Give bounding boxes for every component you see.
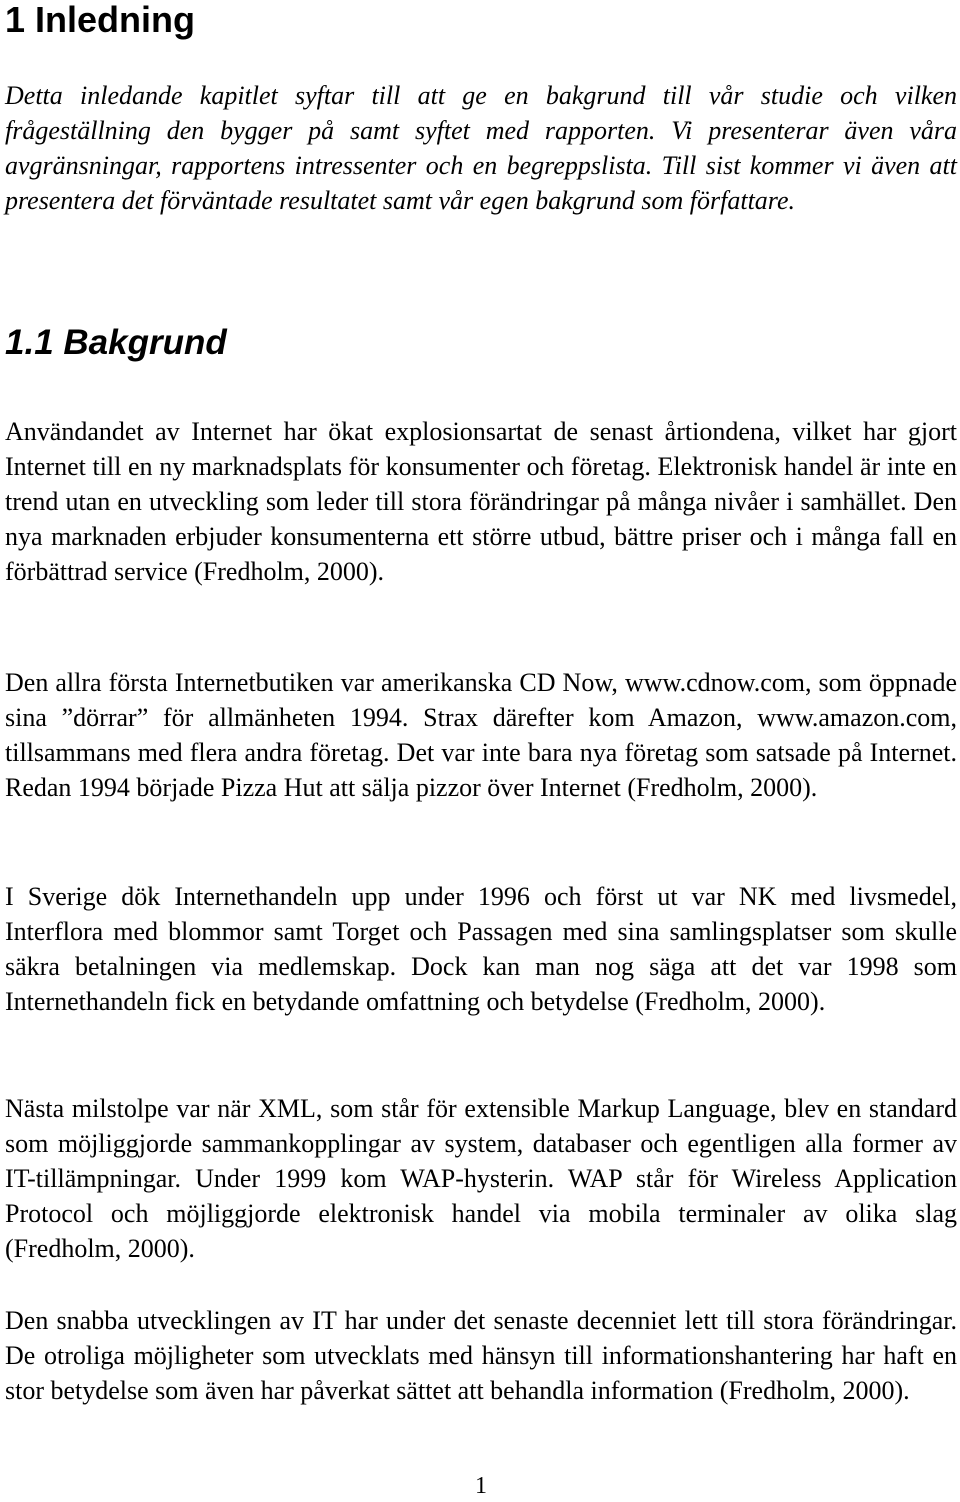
page-number: 1 — [475, 1473, 487, 1499]
paragraph: Nästa milstolpe var när XML, som står för extensible Markup Language, blev en standard som möjliggjorde sammankopplingar av system, databaser och egentligen alla former av IT-tillämpningar. Under 1999 kom WAP-hysterin. WAP står för Wireless Application Protocol och möjliggjorde elektronisk handel via mobila terminaler av olika slag (Fredholm, 2000). — [5, 1094, 957, 1263]
chapter-title: 1 Inledning — [5, 0, 196, 40]
section-title: 1.1 Bakgrund — [5, 323, 227, 362]
paragraph: I Sverige dök Internethandeln upp under 1996 och först ut var NK med livsmedel, Interflora med blommor samt Torget och Passagen med sina samlingsplatser som skulle säkra betalningen via medlemskap. Dock kan man nog säga att det var 1998 som Internethandeln fick en betydande omfattning och betydelse (Fredholm, 2000). — [5, 882, 957, 1016]
paragraph: Den snabba utvecklingen av IT har under det senaste decenniet lett till stora förändringar. De otroliga möjligheter som utvecklats med hänsyn till informationshantering har haft en stor betydelse som även har påverkat sättet att behandla information (Fredholm, 2000). — [5, 1306, 957, 1405]
chapter-intro: Detta inledande kapitlet syftar till att ge en bakgrund till vår studie och vilken frågeställning den bygger på samt syftet med rapporten. Vi presenterar även våra avgränsningar, rapportens intressenter och en begreppslista. Till sist kommer vi även att presentera det förväntade resultatet samt vår egen bakgrund som författare. — [5, 81, 957, 215]
paragraph: Den allra första Internetbutiken var amerikanska CD Now, www.cdnow.com, som öppnade sina ”dörrar” för allmänheten 1994. Strax därefter kom Amazon, www.amazon.com, tillsammans med flera andra företag. Det var inte bara nya företag som satsade på Internet. Redan 1994 började Pizza Hut att sälja pizzor över Internet (Fredholm, 2000). — [5, 668, 957, 802]
paragraph: Användandet av Internet har ökat explosionsartat de senast årtiondena, vilket har gjort Internet till en ny marknadsplats för konsumenter och företag. Elektronisk handel är inte en trend utan en utveckling som leder till stora förändringar på många nivåer i samhället. Den nya marknaden erbjuder konsumenterna ett större utbud, bättre priser och i många fall en förbättrad service (Fredholm, 2000). — [5, 417, 957, 586]
